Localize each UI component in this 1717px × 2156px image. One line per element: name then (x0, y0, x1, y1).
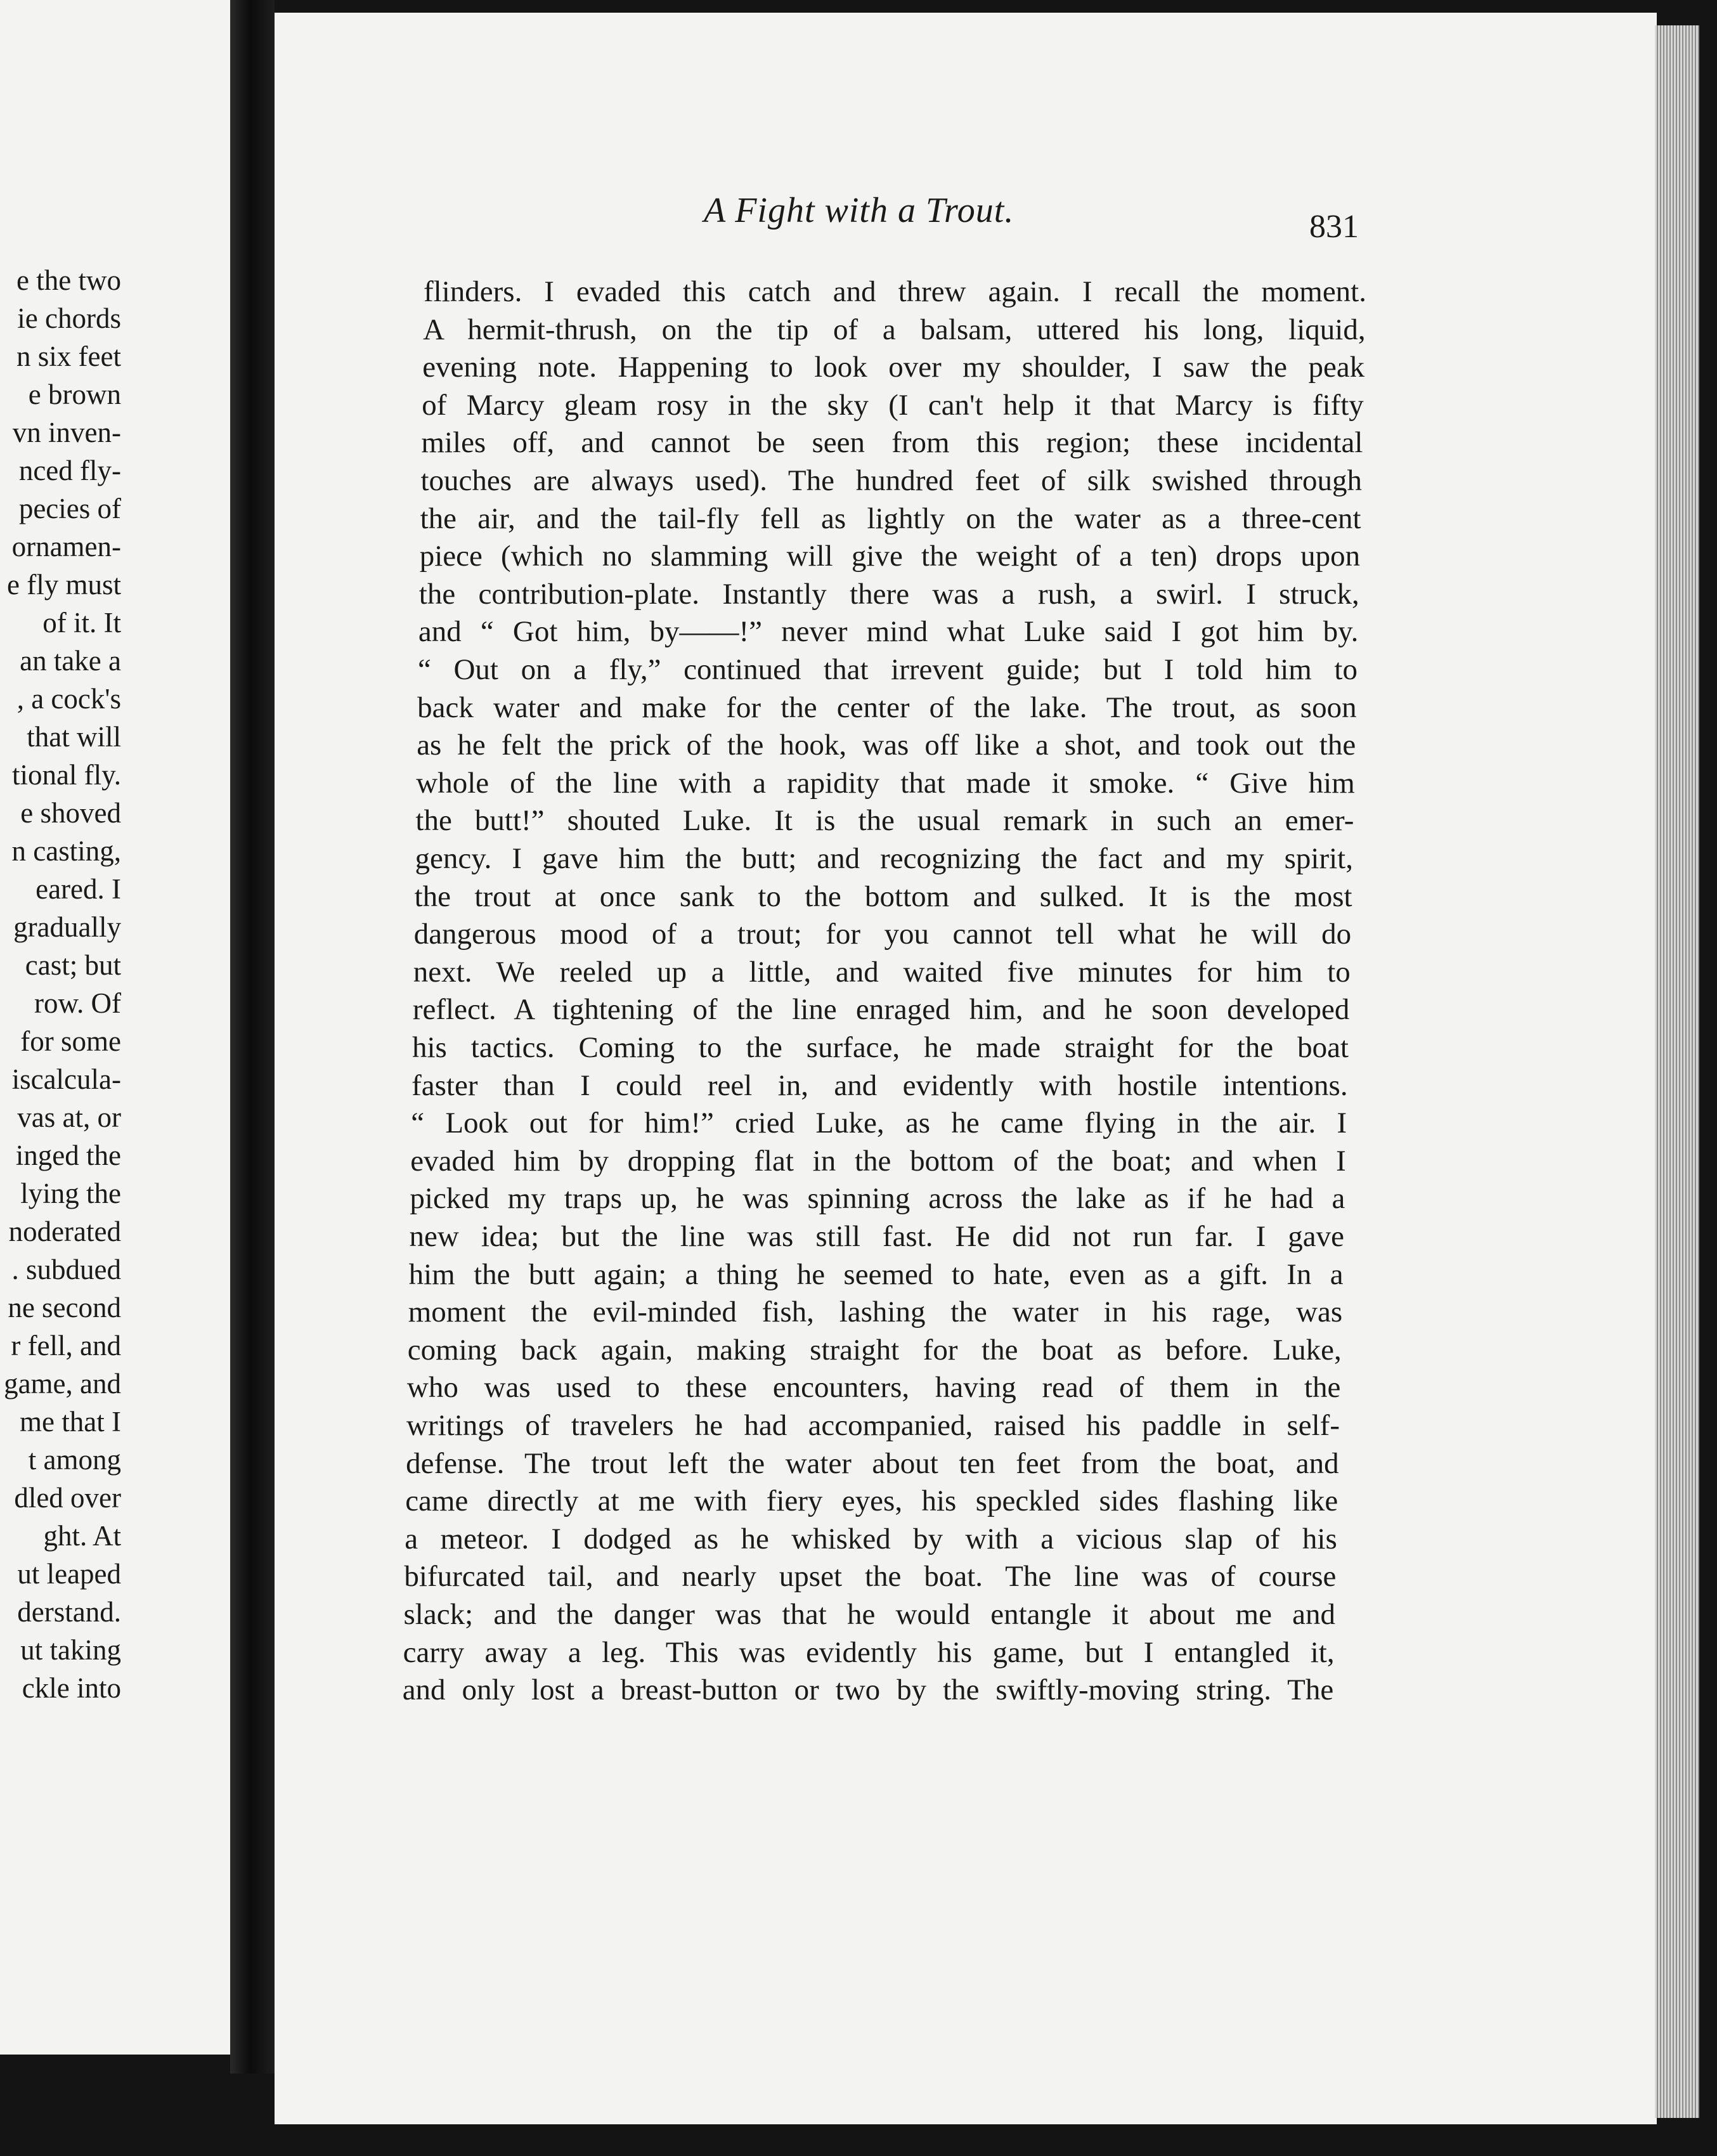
body-line: faster than I could reel in, and evidently with hostile intentions. (411, 1068, 1348, 1102)
left-page-line: noderated (8, 1216, 121, 1247)
body-line: dangerous mood of a trout; for you cannot tell what he will do (413, 918, 1352, 951)
body-line: evaded him by dropping flat in the bottom of the boat; and when I (410, 1144, 1346, 1178)
left-page-line: ie chords (17, 302, 121, 334)
left-page-line: ut taking (20, 1634, 121, 1666)
left-page-line: n casting, (11, 835, 121, 867)
body-line: whole of the line with a rapidity that made it smoke. “ Give him (416, 766, 1355, 800)
body-line: carry away a leg. This was evidently his game, but I entangled it, (403, 1635, 1335, 1669)
body-line: the air, and the tail-fly fell as lightly on the water as a three-cent (420, 502, 1361, 535)
left-page-line: pecies of (18, 493, 121, 524)
left-page-line: vas at, or (17, 1101, 121, 1133)
body-line: touches are always used). The hundred feet of silk swished through (420, 464, 1362, 497)
body-line: the butt!” shouted Luke. It is the usual remark in such an emer- (415, 804, 1354, 838)
body-line: next. We reeled up a little, and waited five minutes for him to (413, 955, 1351, 989)
left-page-line: . subdued (11, 1254, 121, 1285)
running-head: A Fight with a Trout. (704, 191, 1014, 230)
body-line: coming back again, making straight for the boat as before. Luke, (407, 1333, 1342, 1367)
left-page-line: vn inven- (12, 417, 121, 448)
left-page-line: e brown (28, 379, 121, 410)
left-page-line: cast; but (25, 949, 121, 981)
left-page-line: ght. At (43, 1520, 121, 1552)
left-page-line: that will (27, 721, 121, 753)
body-line: piece (which no slamming will give the weight of a ten) drops upon (419, 540, 1361, 573)
body-line: “ Look out for him!” cried Luke, as he came flying in the air. I (411, 1107, 1347, 1140)
left-page-line: derstand. (17, 1596, 121, 1628)
body-line: came directly at me with fiery eyes, his speckled sides flashing like (405, 1484, 1338, 1518)
left-page-line: lying the (20, 1178, 121, 1209)
left-page-line: ornamen- (11, 531, 121, 562)
left-page-line: , a cock's (16, 683, 121, 715)
left-page-line: game, and (4, 1368, 121, 1399)
body-line: picked my traps up, he was spinning across the lake as if he had a (410, 1182, 1345, 1216)
left-page-line: an take a (20, 645, 121, 677)
page-number: 831 (1309, 209, 1359, 245)
body-line: as he felt the prick of the hook, was off like a shot, and took out the (417, 729, 1356, 762)
body-line: and “ Got him, by——!” never mind what Luke said I got him by. (418, 615, 1359, 649)
body-line: the trout at once sank to the bottom and sulked. It is the most (414, 880, 1352, 913)
left-page-line: gradually (13, 911, 121, 943)
left-page-line: for some (20, 1025, 121, 1057)
left-page-line: n six feet (16, 341, 121, 372)
left-page-line: r fell, and (11, 1330, 121, 1361)
body-line: new idea; but the line was still fast. He did not run far. I gave (409, 1220, 1344, 1253)
left-page-line: inged the (15, 1140, 121, 1171)
left-page-line: me that I (20, 1406, 121, 1438)
body-line: who was used to these encounters, having read of them in the (406, 1371, 1341, 1405)
body-line: “ Out on a fly,” continued that irrevent guide; but I told him to (418, 653, 1357, 686)
body-line: writings of travelers he had accompanied, raised his paddle in self- (406, 1409, 1340, 1442)
body-line: flinders. I evaded this catch and threw again. I recall the moment. (424, 275, 1366, 308)
left-page-line: dled over (14, 1482, 121, 1514)
body-line: a meteor. I dodged as he whisked by with a vicious slap of his (405, 1522, 1337, 1555)
left-page-line: e shoved (20, 797, 121, 829)
body-line: reflect. A tightening of the line enraged him, and he soon developed (412, 993, 1350, 1027)
left-page-line: of it. It (42, 607, 121, 639)
left-page-line: e fly must (7, 569, 121, 601)
left-page-line: t among (28, 1444, 121, 1476)
body-line: back water and make for the center of the lake. The trout, as soon (417, 691, 1357, 724)
body-line: the contribution-plate. Instantly there was a rush, a swirl. I struck, (418, 577, 1359, 611)
body-line: slack; and the danger was that he would entangle it about me and (403, 1598, 1335, 1631)
body-line: and only lost a breast-button or two by the swiftly-moving string. The (402, 1673, 1334, 1707)
body-line: him the butt again; a thing he seemed to hate, even as a gift. In a (408, 1257, 1344, 1291)
left-page-line: eared. I (36, 873, 121, 905)
body-line: moment the evil-minded fish, lashing the water in his rage, was (408, 1296, 1343, 1329)
left-page-line: ne second (8, 1292, 121, 1323)
left-page-line: ut leaped (17, 1558, 121, 1590)
left-page-line: e the two (16, 264, 121, 296)
body-line: evening note. Happening to look over my shoulder, I saw the peak (422, 351, 1365, 384)
body-line: bifurcated tail, and nearly upset the boat. The line was of course (404, 1560, 1337, 1594)
left-page-line: nced fly- (18, 455, 121, 486)
left-page-line: row. Of (34, 987, 121, 1019)
left-page-line: ckle into (22, 1672, 121, 1704)
left-page-line: iscalcula- (11, 1063, 121, 1095)
body-line: of Marcy gleam rosy in the sky (I can't help it that Marcy is fifty (422, 388, 1364, 422)
body-line: A hermit-thrush, on the tip of a balsam, uttered his long, liquid, (423, 313, 1366, 346)
left-page-line: tional fly. (11, 759, 121, 791)
body-line: defense. The trout left the water about ten feet from the boat, and (406, 1446, 1339, 1480)
body-line: gency. I gave him the butt; and recognizing the fact and my spirit, (415, 842, 1353, 875)
body-line: miles off, and cannot be seen from this region; these incidental (421, 426, 1363, 460)
body-line: his tactics. Coming to the surface, he made straight for the boat (412, 1031, 1349, 1064)
